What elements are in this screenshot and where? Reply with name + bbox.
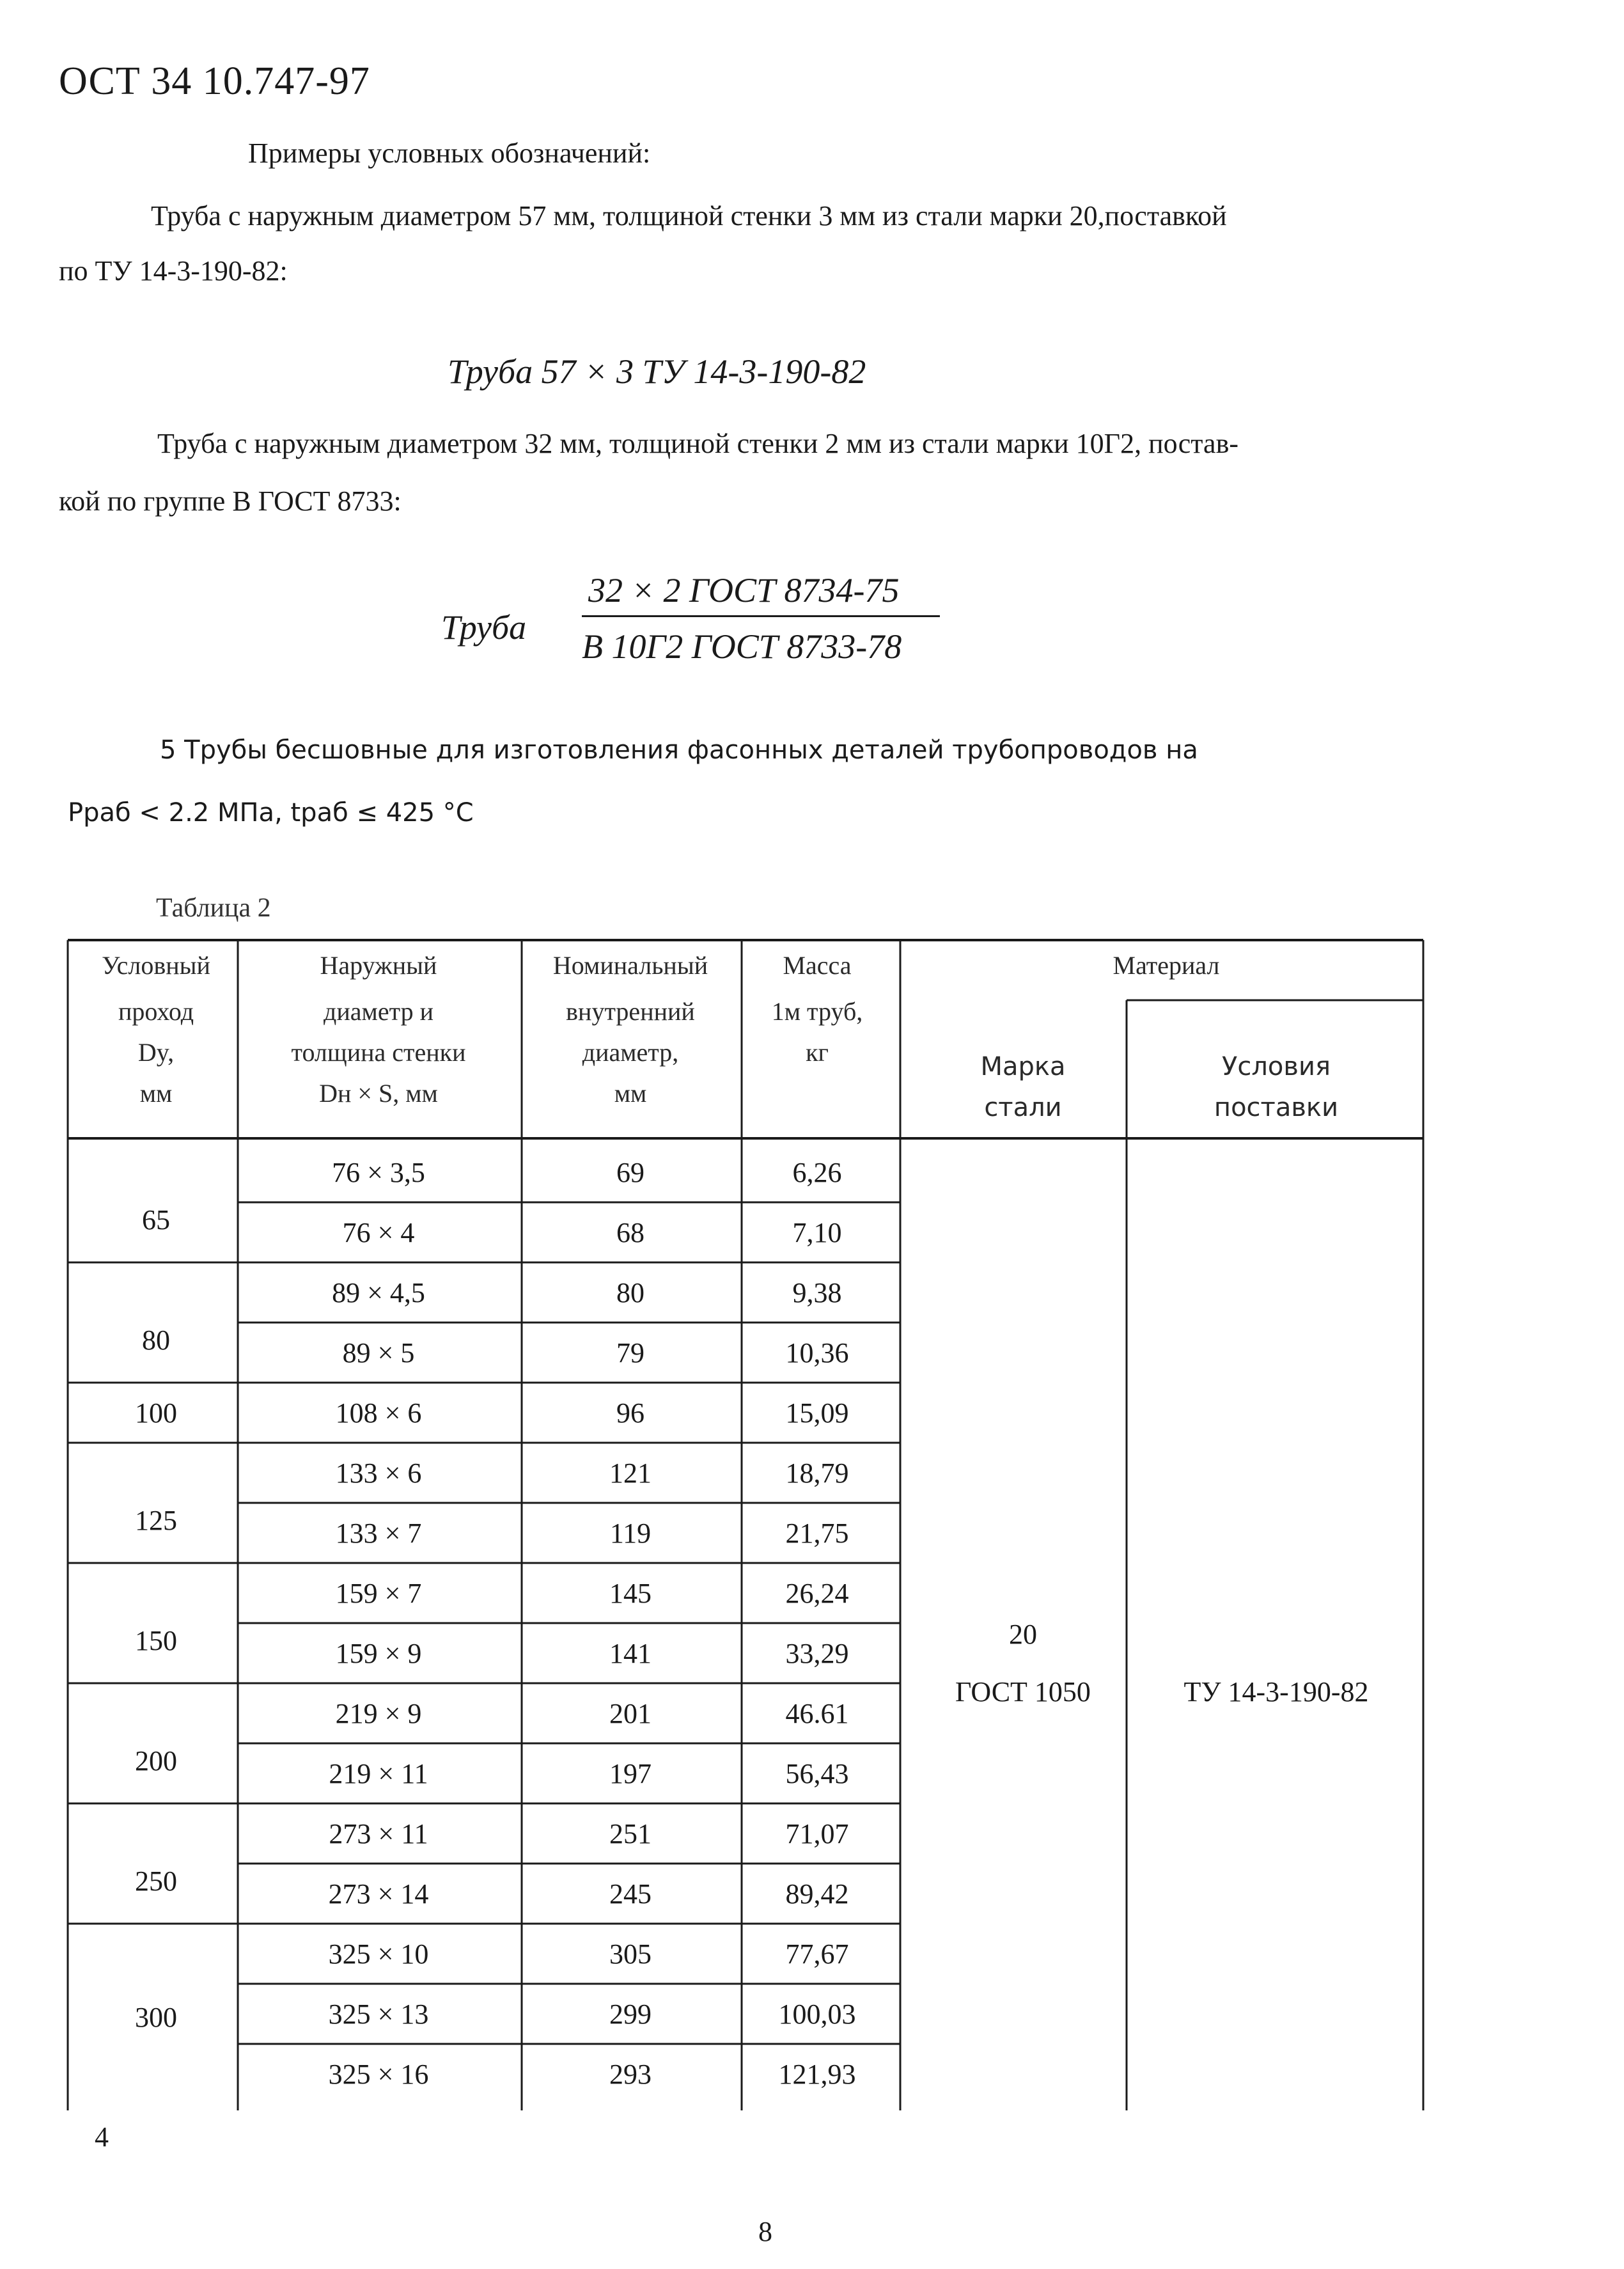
inner-diameter-cell: 197 (609, 1758, 652, 1789)
mass-cell: 21,75 (785, 1518, 849, 1549)
nominal-bore-cell: 125 (135, 1505, 177, 1536)
page-number: 8 (758, 2216, 772, 2247)
inner-diameter-cell: 245 (609, 1878, 652, 1910)
mass-cell: 33,29 (785, 1638, 849, 1669)
example2-line1: Труба с наружным диаметром 32 мм, толщиной стенки 2 мм из стали марки 10Г2, постав- (157, 428, 1239, 459)
inner-diameter-cell: 96 (616, 1397, 644, 1429)
inner-diameter-cell: 299 (609, 1998, 652, 2030)
nominal-bore-cell: 250 (135, 1865, 177, 1897)
mass-cell: 71,07 (785, 1818, 849, 1849)
outer-diameter-cell: 159 × 9 (335, 1638, 422, 1669)
mass-cell: 15,09 (785, 1397, 849, 1429)
inner-diameter-cell: 68 (616, 1217, 644, 1248)
mass-cell: 46.61 (785, 1698, 849, 1729)
inner-diameter-cell: 201 (609, 1698, 652, 1729)
outer-diameter-cell: 89 × 4,5 (332, 1277, 425, 1308)
mass-cell: 10,36 (785, 1337, 849, 1369)
inner-diameter-cell: 251 (609, 1818, 652, 1849)
header-mass: Масса 1м труб, кг (771, 951, 863, 1067)
inner-diameter-cell: 145 (609, 1578, 652, 1609)
inner-diameter-cell: 141 (609, 1638, 652, 1669)
outer-diameter-cell: 325 × 10 (328, 1938, 429, 1970)
section5-line1: 5 Трубы бесшовные для изготовления фасонных деталей трубопроводов на (160, 735, 1198, 765)
nominal-bore-cell: 300 (135, 2002, 177, 2033)
mass-cell: 100,03 (778, 1998, 856, 2030)
inner-diameter-cell: 119 (609, 1518, 652, 1549)
mass-cell: 26,24 (785, 1578, 849, 1609)
header-outer-diameter: Наружный диаметр и толщина стенки Dн × S, мм (291, 951, 466, 1108)
formula-2-numerator: 32 × 2 ГОСТ 8734-75 (588, 571, 900, 609)
examples-title: Примеры условных обозначений: (248, 137, 651, 169)
formula-2-denominator: В 10Г2 ГОСТ 8733-78 (582, 627, 902, 666)
nominal-bore-cell: 65 (142, 1204, 170, 1236)
header-material: Материал (1113, 951, 1220, 980)
header-inner-diameter: Номинальный внутренний диаметр, мм (552, 951, 708, 1108)
steel-standard: ГОСТ 1050 (955, 1676, 1091, 1708)
outer-diameter-cell: 273 × 14 (328, 1878, 429, 1910)
header-steel-grade: Марка стали (980, 1052, 1066, 1122)
outer-diameter-cell: 76 × 3,5 (332, 1157, 425, 1188)
inner-diameter-cell: 80 (616, 1277, 644, 1308)
outer-diameter-cell: 159 × 7 (335, 1578, 422, 1609)
inner-diameter-cell: 79 (616, 1337, 644, 1369)
example1-line1: Труба с наружным диаметром 57 мм, толщиной стенки 3 мм из стали марки 20,поставкой (151, 200, 1227, 232)
inner-diameter-cell: 305 (609, 1938, 652, 1970)
nominal-bore-cell: 80 (142, 1324, 170, 1356)
supply-terms: ТУ 14-3-190-82 (1183, 1676, 1369, 1708)
document-code: ОСТ 34 10.747-97 (59, 59, 370, 103)
outer-diameter-cell: 133 × 6 (335, 1457, 422, 1489)
header-supply-terms: Условия поставки (1214, 1052, 1339, 1122)
nominal-bore-cell: 200 (135, 1745, 177, 1777)
formula-2-label: Труба (441, 608, 527, 647)
mass-cell: 89,42 (785, 1878, 849, 1910)
nominal-bore-cell: 150 (135, 1625, 177, 1656)
inner-diameter-cell: 293 (609, 2059, 652, 2090)
section5-line2: Рраб < 2.2 МПа, tраб ≤ 425 °С (68, 798, 474, 828)
mass-cell: 7,10 (792, 1217, 842, 1248)
mass-cell: 18,79 (785, 1457, 849, 1489)
steel-grade: 20 (1009, 1619, 1037, 1650)
inner-diameter-cell: 121 (609, 1457, 652, 1489)
outer-diameter-cell: 325 × 13 (328, 1998, 429, 2030)
outer-diameter-cell: 76 × 4 (342, 1217, 415, 1248)
outer-diameter-cell: 325 × 16 (328, 2059, 429, 2090)
outer-diameter-cell: 219 × 9 (335, 1698, 422, 1729)
example2-line2: кой по группе В ГОСТ 8733: (59, 485, 402, 517)
formula-1: Труба 57 × 3 ТУ 14-3-190-82 (448, 352, 866, 391)
outer-diameter-cell: 133 × 7 (335, 1518, 422, 1549)
example1-line2: по ТУ 14-3-190-82: (59, 255, 288, 287)
footer-number: 4 (95, 2121, 109, 2153)
outer-diameter-cell: 89 × 5 (342, 1337, 415, 1369)
mass-cell: 9,38 (792, 1277, 842, 1308)
nominal-bore-cell: 100 (135, 1397, 177, 1429)
mass-cell: 6,26 (792, 1157, 842, 1188)
outer-diameter-cell: 108 × 6 (335, 1397, 422, 1429)
outer-diameter-cell: 219 × 11 (329, 1758, 428, 1789)
mass-cell: 56,43 (785, 1758, 849, 1789)
mass-cell: 121,93 (778, 2059, 856, 2090)
table-caption: Таблица 2 (156, 893, 271, 923)
header-dy: Условный проход Dy, мм (102, 951, 210, 1108)
inner-diameter-cell: 69 (616, 1157, 644, 1188)
outer-diameter-cell: 273 × 11 (329, 1818, 428, 1849)
mass-cell: 77,67 (785, 1938, 849, 1970)
